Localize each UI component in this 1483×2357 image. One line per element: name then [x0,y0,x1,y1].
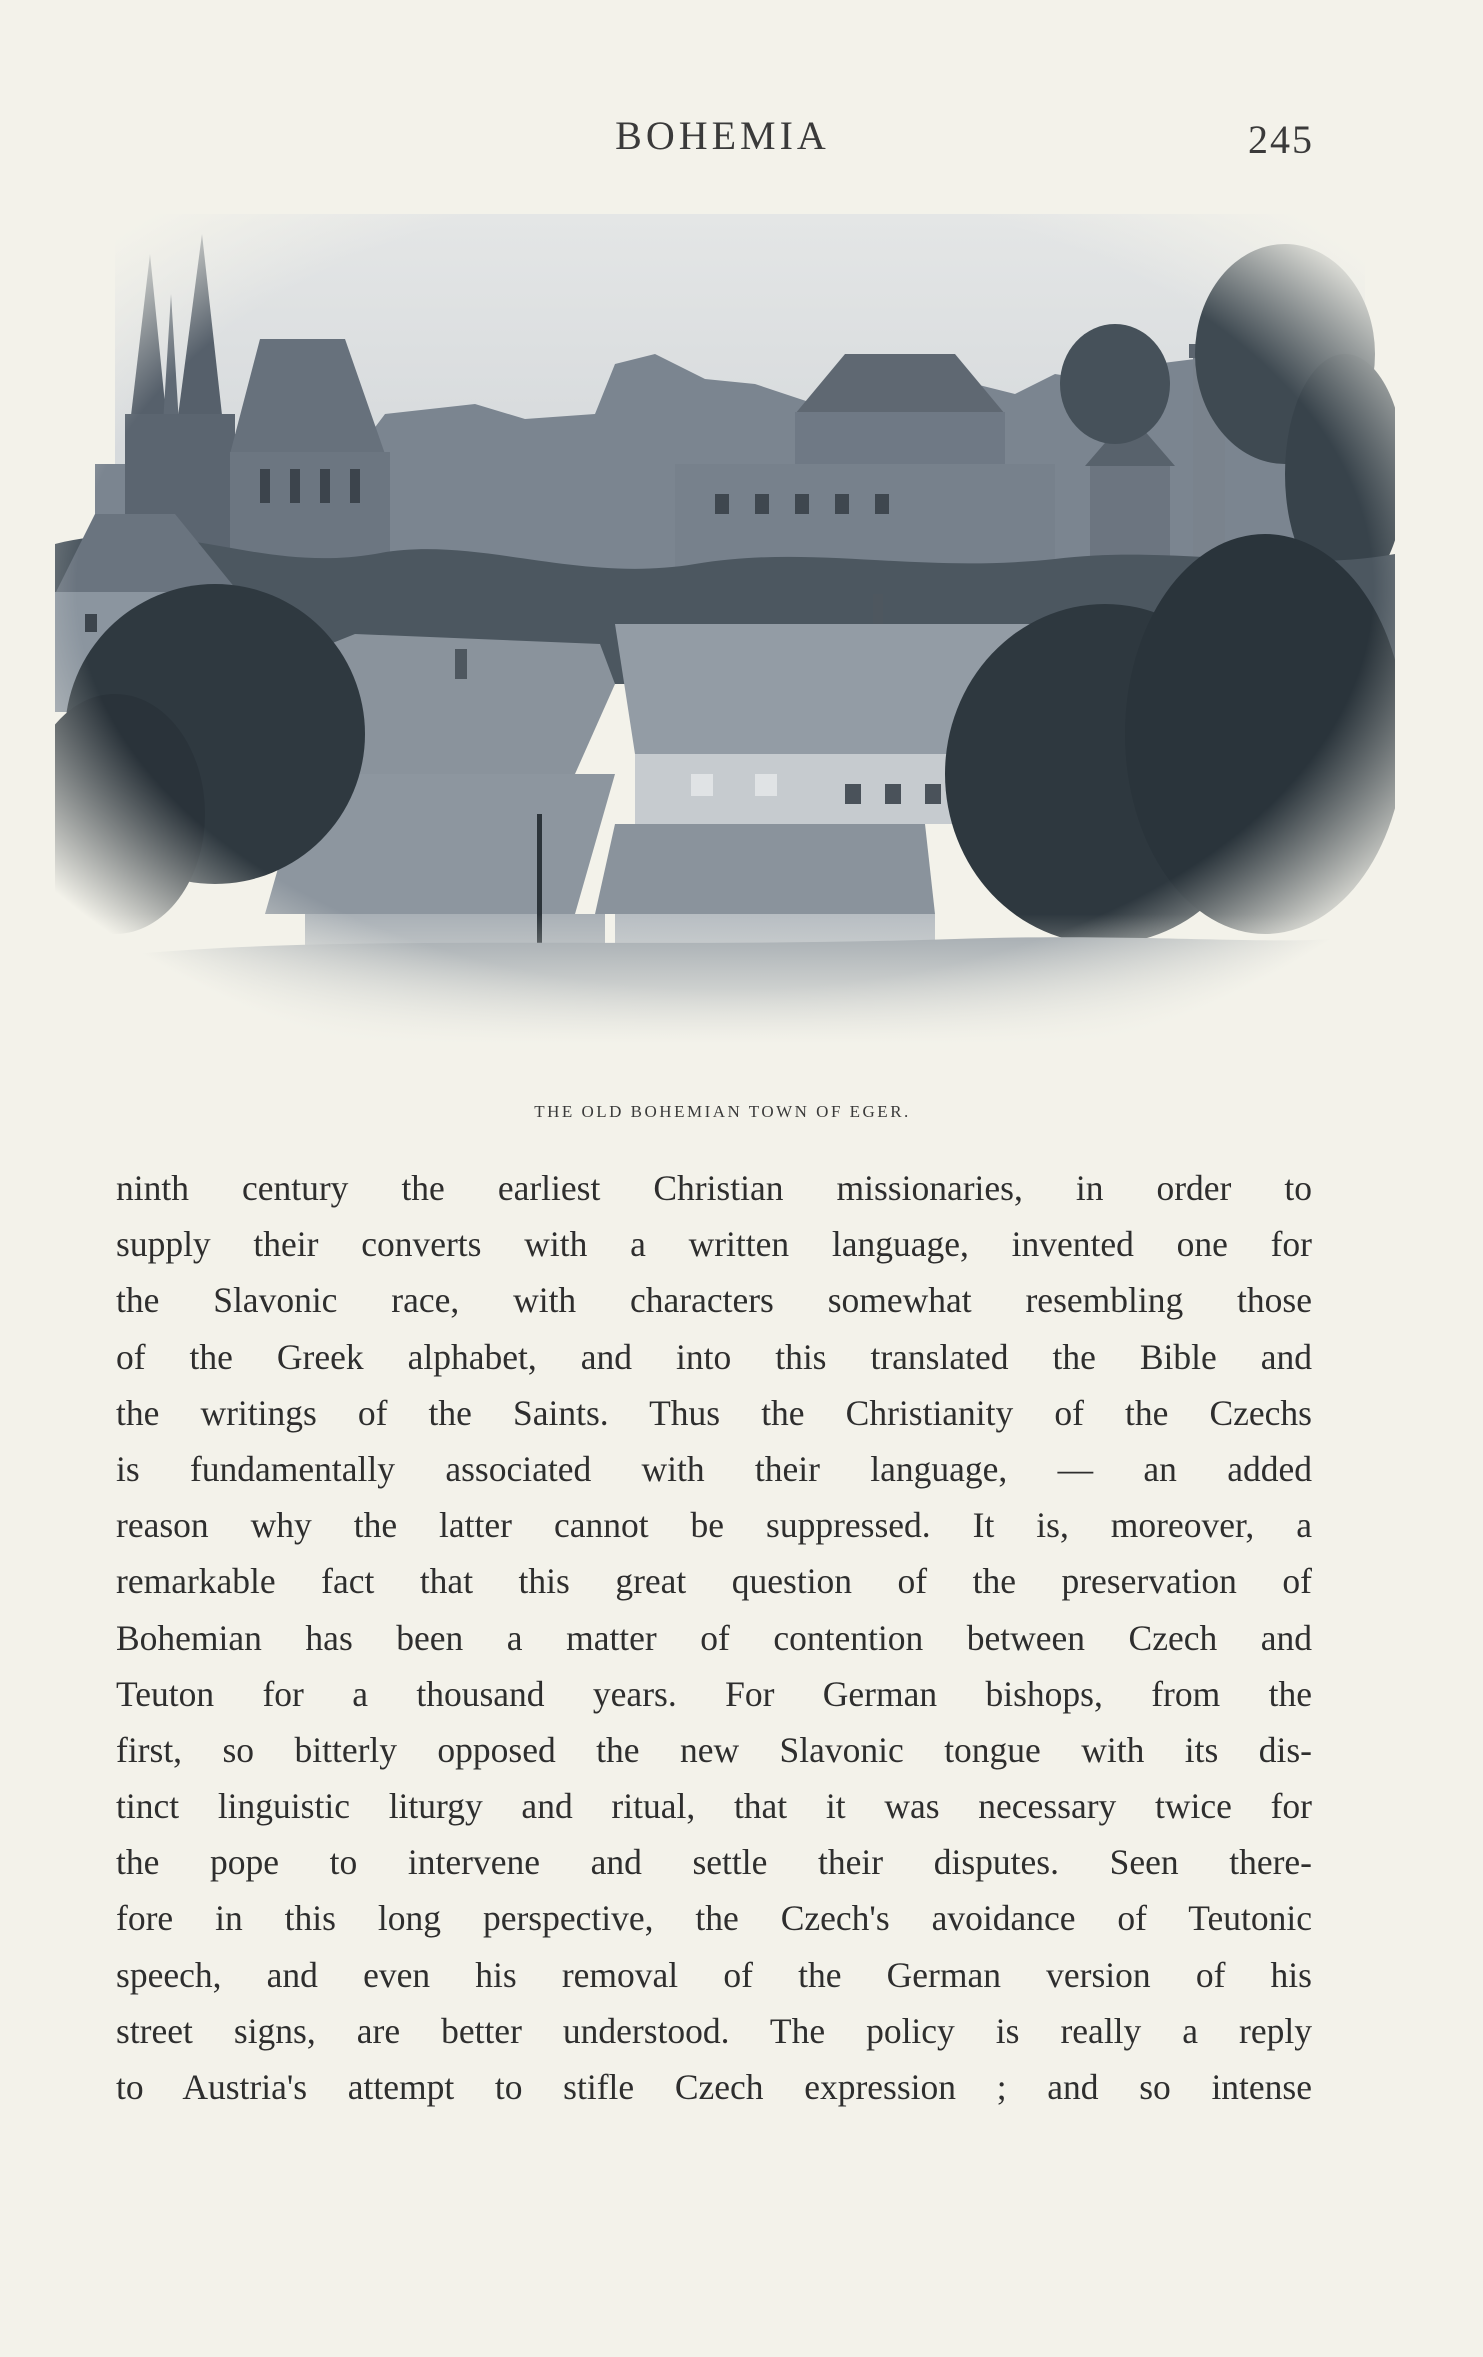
town-photograph-illustration [55,214,1395,1044]
body-line: tinct linguistic liturgy and ritual, that it was necessary twice for [116,1786,1312,1827]
running-title: BOHEMIA [615,113,830,158]
body-line: ninth century the earliest Christian missionaries, in order to [116,1168,1312,1208]
body-line: remarkable fact that this great question of the preservation of [116,1561,1312,1602]
body-line: to Austria's attempt to stifle Czech expression ; and so intense [116,2067,1312,2107]
body-line: Bohemian has been a matter of contention between Czech and [116,1617,1312,1658]
figure-caption: THE OLD BOHEMIAN TOWN OF EGER. [534,1102,911,1121]
body-line: reason why the latter cannot be suppressed. It is, moreover, a [116,1505,1312,1546]
body-line: street signs, are better understood. The policy is really a reply [116,2010,1312,2051]
body-line: Teuton for a thousand years. For German bishops, from the [116,1673,1312,1714]
body-line: the Slavonic race, with characters somewhat resembling those [116,1280,1312,1321]
body-line: supply their converts with a written language, invented one for [116,1224,1312,1265]
page-number: 245 [1248,117,1314,162]
town-photograph [55,214,1395,1044]
body-text [116,1160,1312,2115]
running-head [0,112,1483,172]
body-line: is fundamentally associated with their language, — an added [116,1448,1312,1489]
body-line: speech, and even his removal of the German version of his [116,1954,1312,1995]
body-line: of the Greek alphabet, and into this translated the Bible and [116,1336,1312,1377]
body-line: the pope to intervene and settle their disputes. Seen there- [116,1842,1312,1883]
body-line: the writings of the Saints. Thus the Christianity of the Czechs [116,1392,1312,1433]
body-line: fore in this long perspective, the Czech's avoidance of Teutonic [116,1898,1312,1939]
body-line: first, so bitterly opposed the new Slavonic tongue with its dis- [116,1729,1312,1770]
